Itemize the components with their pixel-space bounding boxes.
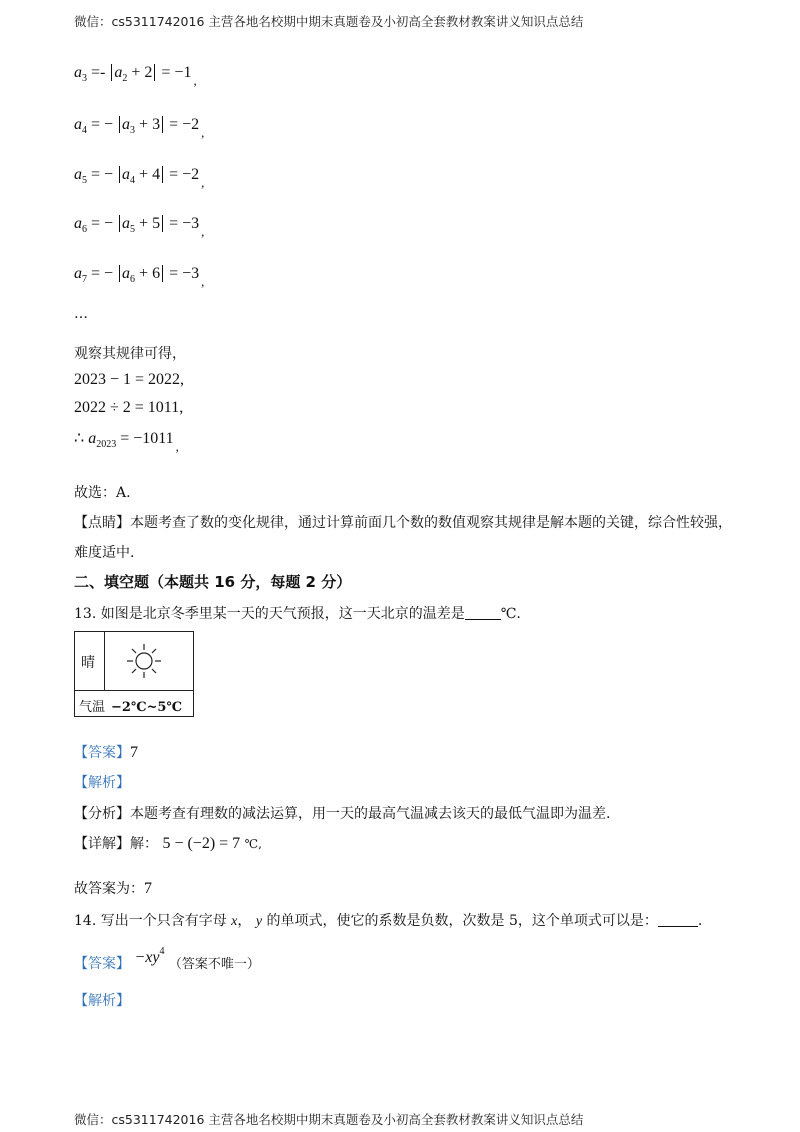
page-header: 微信：cs5311742016 主营各地名校期中期末真题卷及小初高全套教材教案讲义知识点总结 [74, 14, 584, 29]
weather-forecast-box [74, 631, 194, 717]
q13-blank [465, 605, 501, 620]
weather-temperature: 气温 −2℃~5℃ [79, 700, 183, 715]
q13-detail: 【详解】解： 5 − (−2) = 7 ℃, [74, 835, 262, 852]
q14-answer: 【答案】 $-xy^4$ （答案不唯一） [74, 946, 260, 972]
q13-stem: 13. 如图是北京冬季里某一天的天气预报，这一天北京的温差是 ℃. [74, 606, 521, 622]
sun-icon [125, 642, 163, 684]
seq-line-a7: $a_7$ = − $a_6 + 6 = -3$ $_,$ [74, 265, 205, 289]
q14-analysis-tag: 【解析】 [74, 993, 130, 1009]
weather-condition: 晴 [81, 655, 95, 671]
q13-fenxi: 【分析】本题考查有理数的减法运算，用一天的最高气温减去该天的最低气温即为温差. [74, 806, 611, 822]
q13-answer: 【答案】7 [74, 744, 138, 761]
choose-answer: 故选：A. [74, 485, 131, 501]
comment-line-2: 难度适中. [74, 545, 135, 561]
calc-line-2: 2022 ÷ 2 = 1011, [74, 399, 184, 416]
seq-line-a4: $a_4$ = − $a_3 + 3 = -2$ $_,$ [74, 116, 205, 140]
seq-line-a6: $a_6$ = − $a_5 + 5 = -3$ $_,$ [74, 215, 205, 239]
q13-final-answer: 故答案为：7 [74, 880, 152, 897]
seq-line-a5: $a_5$ = − $a_4 + 4 = -2$ $_,$ [74, 166, 205, 190]
calc-line-1: 2023 − 1 = 2022, [74, 371, 185, 388]
ellipsis: … [74, 306, 88, 322]
seq-line-a3: $a_3 =- a_2 + 2 = -1$ $_,$ [74, 64, 197, 88]
q14-blank [658, 912, 698, 927]
q13-analysis-tag: 【解析】 [74, 775, 130, 791]
calc-line-3: ∴ $a_{2023} = -1011$ $_,$ [74, 430, 179, 454]
section-title: 二、填空题（本题共 16 分，每题 2 分） [74, 573, 352, 591]
comment-line-1: 【点睛】本题考查了数的变化规律，通过计算前面几个数的数值观察其规律是解本题的关键，综合性较强， [74, 515, 732, 531]
q14-stem: 14. 写出一个只含有字母 x， y 的单项式，使它的系数是负数，次数是 5，这个单项式可以是： . [74, 913, 703, 929]
observe-text: 观察其规律可得， [74, 346, 186, 362]
page-footer: 微信：cs5311742016 主营各地名校期中期末真题卷及小初高全套教材教案讲义知识点总结 [74, 1112, 584, 1127]
